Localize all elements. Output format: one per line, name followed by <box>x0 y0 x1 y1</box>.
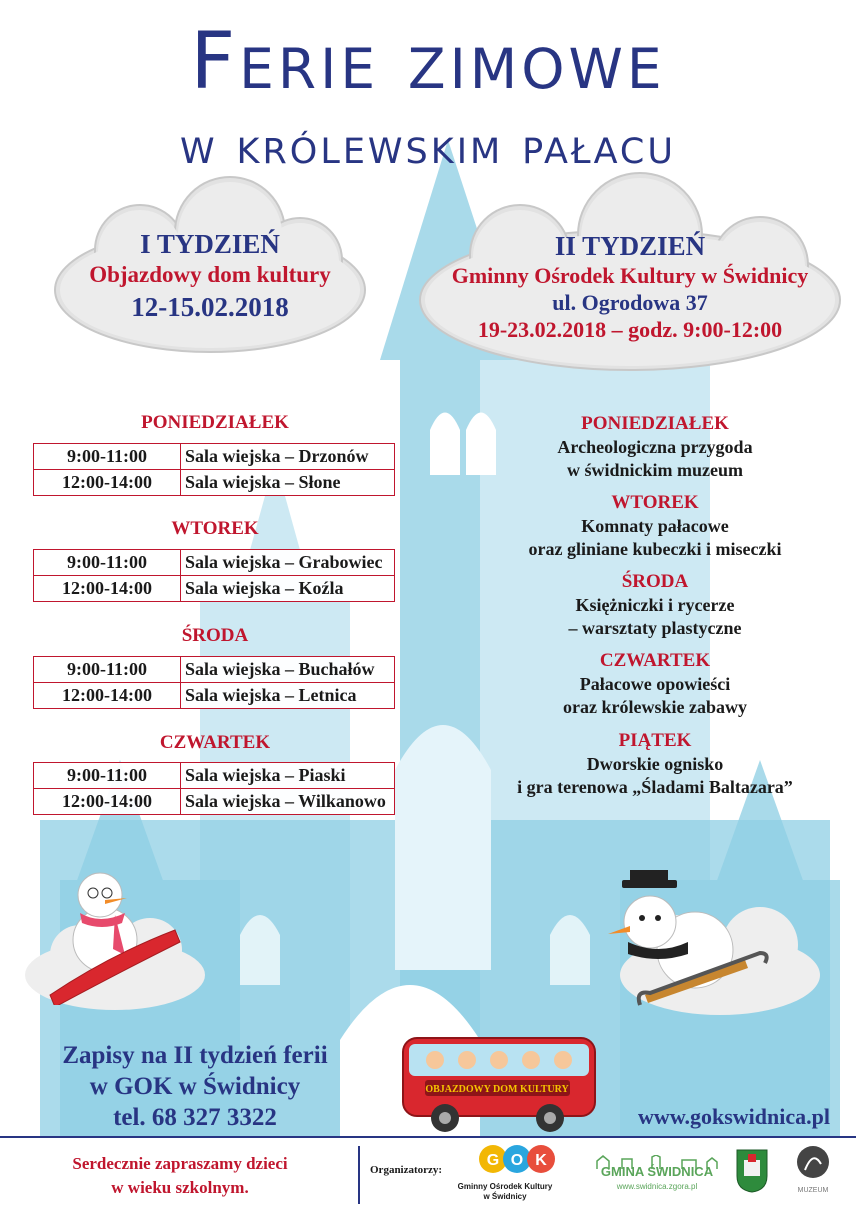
activity-line: w świdnickim muzeum <box>566 460 743 480</box>
signup-info <box>30 1040 360 1133</box>
week1-schedule-table <box>33 762 395 815</box>
activity-line: Pałacowe opowieści <box>579 674 731 694</box>
gok-letter: K <box>535 1152 547 1169</box>
week2-day-activity <box>470 515 840 561</box>
gok-name-line: Gminny Ośrodek Kultury <box>457 1182 553 1191</box>
place-cell: Sala wiejska – Letnica <box>181 683 395 709</box>
table-row <box>34 657 395 683</box>
gmina-url: www.swidnica.zgora.pl <box>616 1182 698 1191</box>
activity-line: – warsztaty plastyczne <box>568 618 742 638</box>
gok-logo <box>478 1142 556 1176</box>
activity-line: Komnaty pałacowe <box>581 516 729 536</box>
activity-line: Dworskie ognisko <box>586 754 724 774</box>
bus-label: OBJAZDOWY DOM KULTURY <box>425 1084 569 1095</box>
muzeum-label: MUZEUM <box>797 1187 829 1194</box>
time-cell: 12:00-14:00 <box>34 789 181 815</box>
table-row <box>34 789 395 815</box>
week1-schedule-table <box>33 443 395 496</box>
invitation-line: Serdecznie zapraszamy dzieci <box>72 1154 288 1173</box>
place-cell: Sala wiejska – Wilkanowo <box>181 789 395 815</box>
invitation-line: w wieku szkolnym. <box>111 1178 249 1197</box>
week2-day-name: PIĄTEK <box>618 730 692 751</box>
week1-day-name: WTOREK <box>171 518 259 539</box>
table-row <box>34 576 395 602</box>
week1-day-name: PONIEDZIAŁEK <box>141 412 289 433</box>
week2-day-activity <box>470 594 840 640</box>
week1-day-name: CZWARTEK <box>159 732 271 753</box>
muzeum-logo <box>795 1144 831 1184</box>
activity-line: oraz gliniane kubeczki i miseczki <box>528 539 782 559</box>
signup-line: w GOK w Świdnicy <box>89 1073 301 1100</box>
activity-line: oraz królewskie zabawy <box>563 697 747 717</box>
place-cell: Sala wiejska – Buchałów <box>181 657 395 683</box>
time-cell: 12:00-14:00 <box>34 683 181 709</box>
week2-day-name: CZWARTEK <box>599 650 711 671</box>
time-cell: 12:00-14:00 <box>34 576 181 602</box>
table-row <box>34 763 395 789</box>
signup-line: Zapisy na II tydzień ferii <box>62 1042 328 1069</box>
week1-schedule-table <box>33 656 395 709</box>
gok-name-line: w Świdnicy <box>483 1192 527 1201</box>
gmina-swidnica-logo <box>592 1154 722 1198</box>
gok-letter: G <box>486 1152 500 1169</box>
table-row <box>34 550 395 576</box>
coat-of-arms-icon <box>735 1148 769 1194</box>
week1-day-name: ŚRODA <box>181 625 249 646</box>
week2-venue: Gminny Ośrodek Kultury w Świdnicy <box>451 263 809 288</box>
week1-header <box>60 228 360 324</box>
week1-dates: 12-15.02.2018 <box>131 292 289 322</box>
week2-day-activity <box>470 673 840 719</box>
organizers-label: Organizatorzy: <box>370 1164 443 1176</box>
snowman-sled-illustration <box>600 870 770 1020</box>
week2-label: II TYDZIEŃ <box>554 231 706 261</box>
place-cell: Sala wiejska – Słone <box>181 470 395 496</box>
footer <box>0 1136 856 1212</box>
place-cell: Sala wiejska – Koźla <box>181 576 395 602</box>
week2-day-activity <box>470 436 840 482</box>
gok-name <box>455 1182 555 1202</box>
snowman-snowboard-illustration <box>35 865 185 1005</box>
gmina-name: GMINA ŚWIDNICA <box>600 1164 714 1179</box>
place-cell: Sala wiejska – Drzonów <box>181 444 395 470</box>
gok-letter: O <box>510 1152 524 1169</box>
time-cell: 12:00-14:00 <box>34 470 181 496</box>
week2-day-name: ŚRODA <box>621 571 689 592</box>
time-cell: 9:00-11:00 <box>34 444 181 470</box>
poster-title: Ferie zimowe <box>190 17 666 107</box>
activity-line: Księżniczki i rycerze <box>575 595 735 615</box>
week2-header <box>420 230 840 343</box>
week2-day-name: WTOREK <box>611 492 699 513</box>
time-cell: 9:00-11:00 <box>34 657 181 683</box>
place-cell: Sala wiejska – Piaski <box>181 763 395 789</box>
activity-line: i gra terenowa „Śladami Baltazara” <box>517 777 793 797</box>
time-cell: 9:00-11:00 <box>34 550 181 576</box>
table-row <box>34 683 395 709</box>
place-cell: Sala wiejska – Grabowiec <box>181 550 395 576</box>
table-row <box>34 470 395 496</box>
week2-day-name: PONIEDZIAŁEK <box>581 413 729 434</box>
bus-illustration <box>395 1030 600 1135</box>
week2-dates: 19-23.02.2018 – godz. 9:00-12:00 <box>477 317 783 342</box>
footer-divider <box>358 1146 360 1204</box>
week2-day-activity <box>470 753 840 799</box>
website-link[interactable]: www.gokswidnica.pl <box>638 1104 830 1129</box>
week2-address: ul. Ogrodowa 37 <box>552 290 708 315</box>
week1-schedule-table <box>33 549 395 602</box>
week1-subtitle: Objazdowy dom kultury <box>89 262 331 287</box>
signup-phone: tel. 68 327 3322 <box>113 1104 277 1131</box>
activity-line: Archeologiczna przygoda <box>557 437 753 457</box>
table-row <box>34 444 395 470</box>
poster-subtitle: w królewskim pałacu <box>180 117 676 175</box>
invitation-text <box>30 1152 330 1200</box>
time-cell: 9:00-11:00 <box>34 763 181 789</box>
week1-label: I TYDZIEŃ <box>140 229 280 259</box>
